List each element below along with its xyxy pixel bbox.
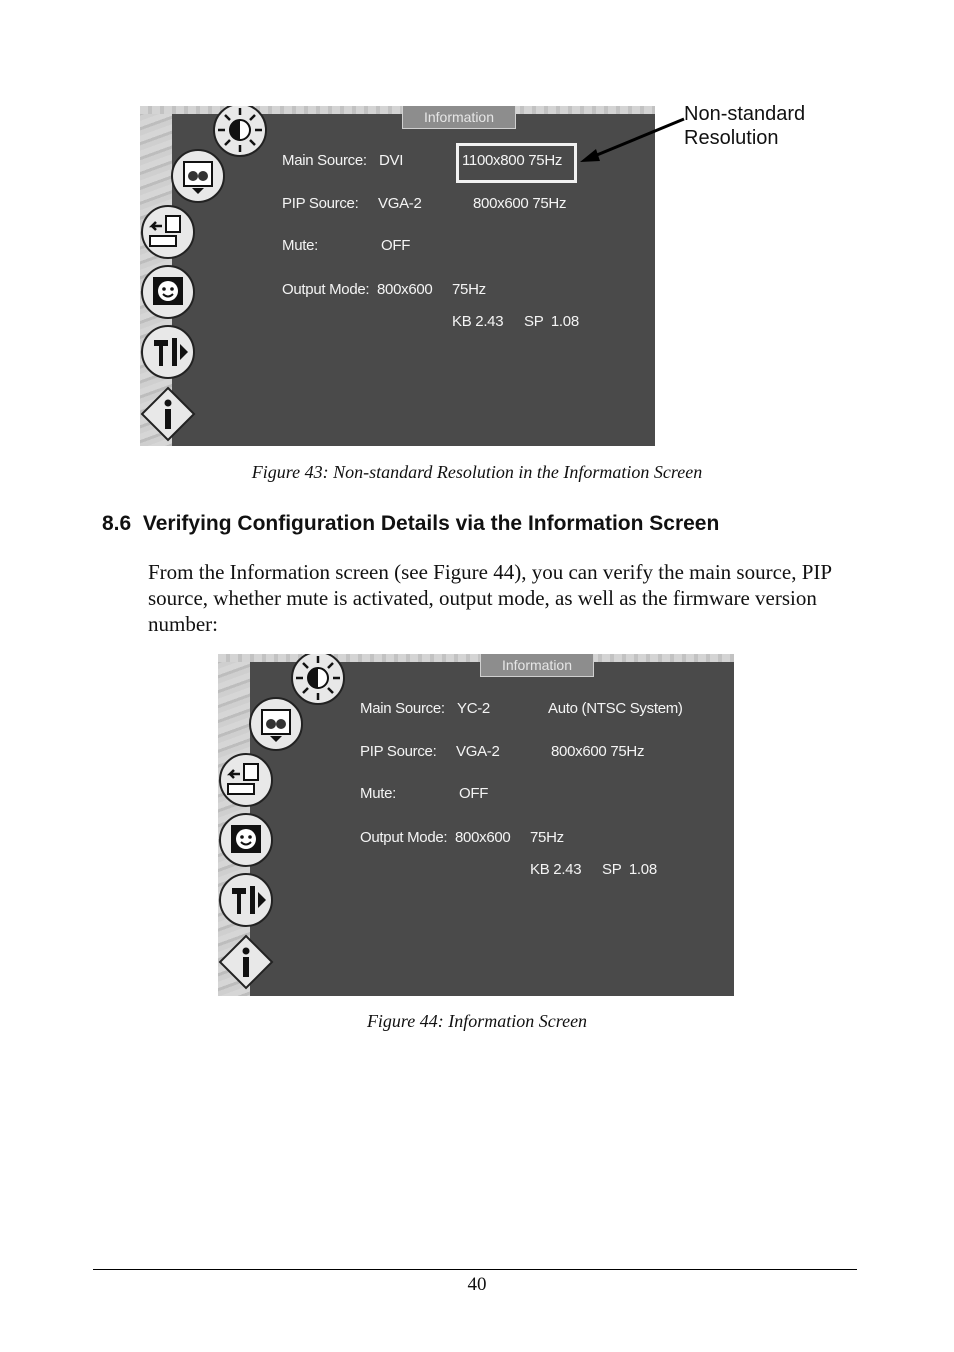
main-source-value: DVI xyxy=(379,152,404,169)
pip-source-value: VGA-2 xyxy=(378,195,422,212)
face-icon xyxy=(218,812,274,868)
main-source-resolution: 1100x800 75Hz xyxy=(462,152,563,169)
pip-source-label: PIP Source: xyxy=(282,195,359,212)
main-source-label: Main Source: xyxy=(360,700,445,717)
info-icon xyxy=(218,934,274,990)
sp-version: SP 1.08 xyxy=(602,861,657,878)
mute-label: Mute: xyxy=(282,237,319,254)
info-icon xyxy=(140,386,196,442)
main-source-value: YC-2 xyxy=(457,700,490,717)
output-mode-rate: 75Hz xyxy=(530,829,564,846)
figure-44-caption: Figure 44: Information Screen xyxy=(366,1011,588,1031)
output-mode-label: Output Mode: xyxy=(282,281,370,298)
output-mode-value: 800x600 xyxy=(455,829,511,846)
mute-label: Mute: xyxy=(360,785,397,802)
section-paragraph: From the Information screen (see Figure 44), you can verify the main source, PIP source, whether mute is activated, output mode, as well as the firmware version number: xyxy=(148,560,832,636)
kb-version: KB 2.43 xyxy=(530,861,582,878)
section-heading xyxy=(102,512,719,536)
main-source-resolution: Auto (NTSC System) xyxy=(548,700,683,717)
figure-43-caption: Figure 43: Non-standard Resolution in the Information Screen xyxy=(251,462,703,482)
input-source-icon xyxy=(140,204,196,260)
osd-tab-title: Information xyxy=(402,106,516,129)
output-mode-value: 800x600 xyxy=(377,281,433,298)
output-mode-label: Output Mode: xyxy=(360,829,448,846)
callout-arrow xyxy=(570,115,690,170)
pip-source-resolution: 800x600 75Hz xyxy=(551,743,645,760)
pip-source-resolution: 800x600 75Hz xyxy=(473,195,567,212)
footer-rule xyxy=(93,1269,857,1270)
mute-value: OFF xyxy=(381,237,411,254)
main-source-label: Main Source: xyxy=(282,152,367,169)
picture-icon xyxy=(170,148,226,204)
callout-label xyxy=(684,102,805,150)
callout-line-1: Non-standard xyxy=(684,103,806,125)
face-icon xyxy=(140,264,196,320)
tools-icon xyxy=(140,324,196,380)
input-source-icon xyxy=(218,752,274,808)
output-mode-rate: 75Hz xyxy=(452,281,486,298)
osd-tab-title: Information xyxy=(480,654,594,677)
section-number: 8.6 xyxy=(102,512,132,535)
mute-value: OFF xyxy=(459,785,489,802)
kb-version: KB 2.43 xyxy=(452,313,504,330)
pip-source-value: VGA-2 xyxy=(456,743,500,760)
pip-source-label: PIP Source: xyxy=(360,743,437,760)
picture-icon xyxy=(248,696,304,752)
sp-version: SP 1.08 xyxy=(524,313,579,330)
figure-44-osd-screenshot xyxy=(218,654,734,996)
page-number: 40 xyxy=(467,1274,487,1295)
section-title: Verifying Configuration Details via the Information Screen xyxy=(142,512,720,535)
tools-icon xyxy=(218,872,274,928)
callout-line-2: Resolution xyxy=(684,127,779,149)
